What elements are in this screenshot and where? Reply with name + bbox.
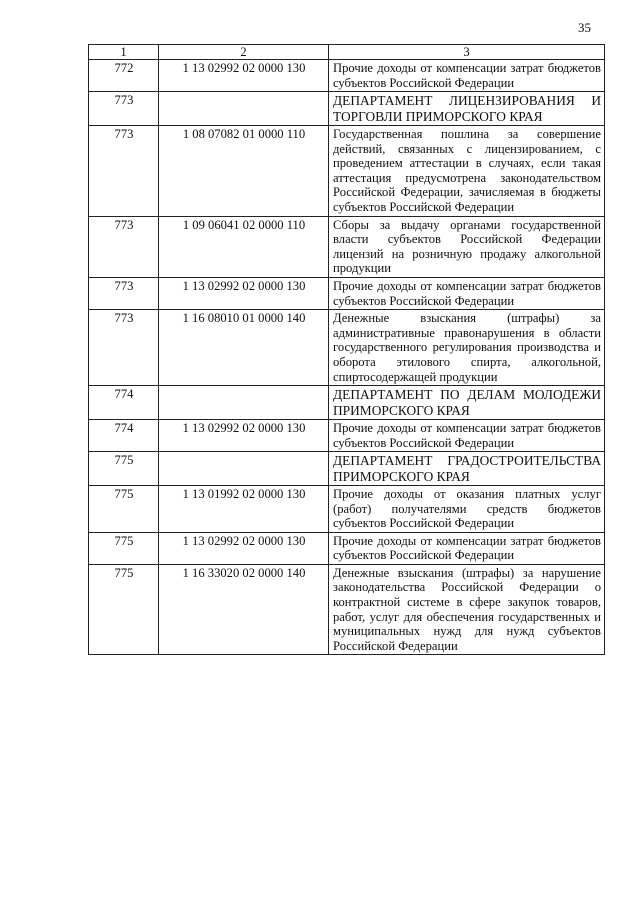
admin-code-cell: 773 xyxy=(89,216,159,277)
department-name-cell: ДЕПАРТАМЕНТ ГРАДОСТРОИТЕЛЬСТВА ПРИМОРСКОГО КРАЯ xyxy=(329,452,605,486)
admin-code-cell: 773 xyxy=(89,92,159,126)
admin-code-cell: 773 xyxy=(89,277,159,309)
department-row xyxy=(89,92,605,126)
revenue-name-cell: Прочие доходы от компенсации затрат бюджетов субъектов Российской Федерации xyxy=(329,60,605,92)
table-row xyxy=(89,532,605,564)
column-header-3: 3 xyxy=(329,45,605,60)
table-row xyxy=(89,310,605,386)
table-row xyxy=(89,216,605,277)
revenue-name-cell: Прочие доходы от компенсации затрат бюджетов субъектов Российской Федерации xyxy=(329,277,605,309)
table-row xyxy=(89,126,605,217)
table-row xyxy=(89,277,605,309)
revenue-name-cell: Прочие доходы от компенсации затрат бюджетов субъектов Российской Федерации xyxy=(329,532,605,564)
department-name-cell: ДЕПАРТАМЕНТ ПО ДЕЛАМ МОЛОДЕЖИ ПРИМОРСКОГО КРАЯ xyxy=(329,386,605,420)
revenue-code-cell: 1 13 01992 02 0000 130 xyxy=(159,485,329,532)
revenue-code-cell xyxy=(159,92,329,126)
page-number: 35 xyxy=(578,20,591,35)
admin-code-cell: 775 xyxy=(89,532,159,564)
department-row xyxy=(89,452,605,486)
revenue-name-cell: Государственная пошлина за совершение действий, связанных с лицензированием, с проведением аттестации в случаях, если такая аттестация предусмотрена законодательством Российской Федерации, зачисляемая в бюджеты субъектов Российской Федерации xyxy=(329,126,605,217)
revenue-code-cell: 1 13 02992 02 0000 130 xyxy=(159,532,329,564)
table-body xyxy=(89,60,605,655)
table-row xyxy=(89,564,605,655)
revenue-code-cell: 1 09 06041 02 0000 110 xyxy=(159,216,329,277)
column-header-2: 2 xyxy=(159,45,329,60)
revenue-code-cell: 1 13 02992 02 0000 130 xyxy=(159,277,329,309)
column-header-1: 1 xyxy=(89,45,159,60)
table-row xyxy=(89,419,605,451)
admin-code-cell: 775 xyxy=(89,564,159,655)
admin-code-cell: 774 xyxy=(89,386,159,420)
admin-code-cell: 774 xyxy=(89,419,159,451)
department-row xyxy=(89,386,605,420)
table-row xyxy=(89,485,605,532)
table-row xyxy=(89,60,605,92)
revenue-code-cell: 1 16 08010 01 0000 140 xyxy=(159,310,329,386)
revenue-code-cell: 1 13 02992 02 0000 130 xyxy=(159,419,329,451)
revenue-name-cell: Денежные взыскания (штрафы) за нарушение законодательства Российской Федерации о контрактной системе в сфере закупок товаров, работ, услуг для обеспечения государственных и муниципальных нужд для нужд субъектов Российской Федерации xyxy=(329,564,605,655)
revenue-name-cell: Сборы за выдачу органами государственной власти субъектов Российской Федерации лицензий на розничную продажу алкогольной продукции xyxy=(329,216,605,277)
table-header-row xyxy=(89,45,605,60)
admin-code-cell: 773 xyxy=(89,126,159,217)
admin-code-cell: 773 xyxy=(89,310,159,386)
revenue-code-cell: 1 08 07082 01 0000 110 xyxy=(159,126,329,217)
revenue-name-cell: Денежные взыскания (штрафы) за административные правонарушения в области государственного регулирования производства и оборота этилового спирта, алкогольной, спиртосодержащей продукции xyxy=(329,310,605,386)
revenue-classification-table xyxy=(88,44,605,655)
revenue-code-cell xyxy=(159,386,329,420)
admin-code-cell: 772 xyxy=(89,60,159,92)
admin-code-cell: 775 xyxy=(89,452,159,486)
revenue-name-cell: Прочие доходы от компенсации затрат бюджетов субъектов Российской Федерации xyxy=(329,419,605,451)
revenue-code-cell xyxy=(159,452,329,486)
department-name-cell: ДЕПАРТАМЕНТ ЛИЦЕНЗИРОВАНИЯ И ТОРГОВЛИ ПРИМОРСКОГО КРАЯ xyxy=(329,92,605,126)
revenue-name-cell: Прочие доходы от оказания платных услуг (работ) получателями средств бюджетов субъектов Российской Федерации xyxy=(329,485,605,532)
revenue-code-cell: 1 13 02992 02 0000 130 xyxy=(159,60,329,92)
revenue-code-cell: 1 16 33020 02 0000 140 xyxy=(159,564,329,655)
admin-code-cell: 775 xyxy=(89,485,159,532)
